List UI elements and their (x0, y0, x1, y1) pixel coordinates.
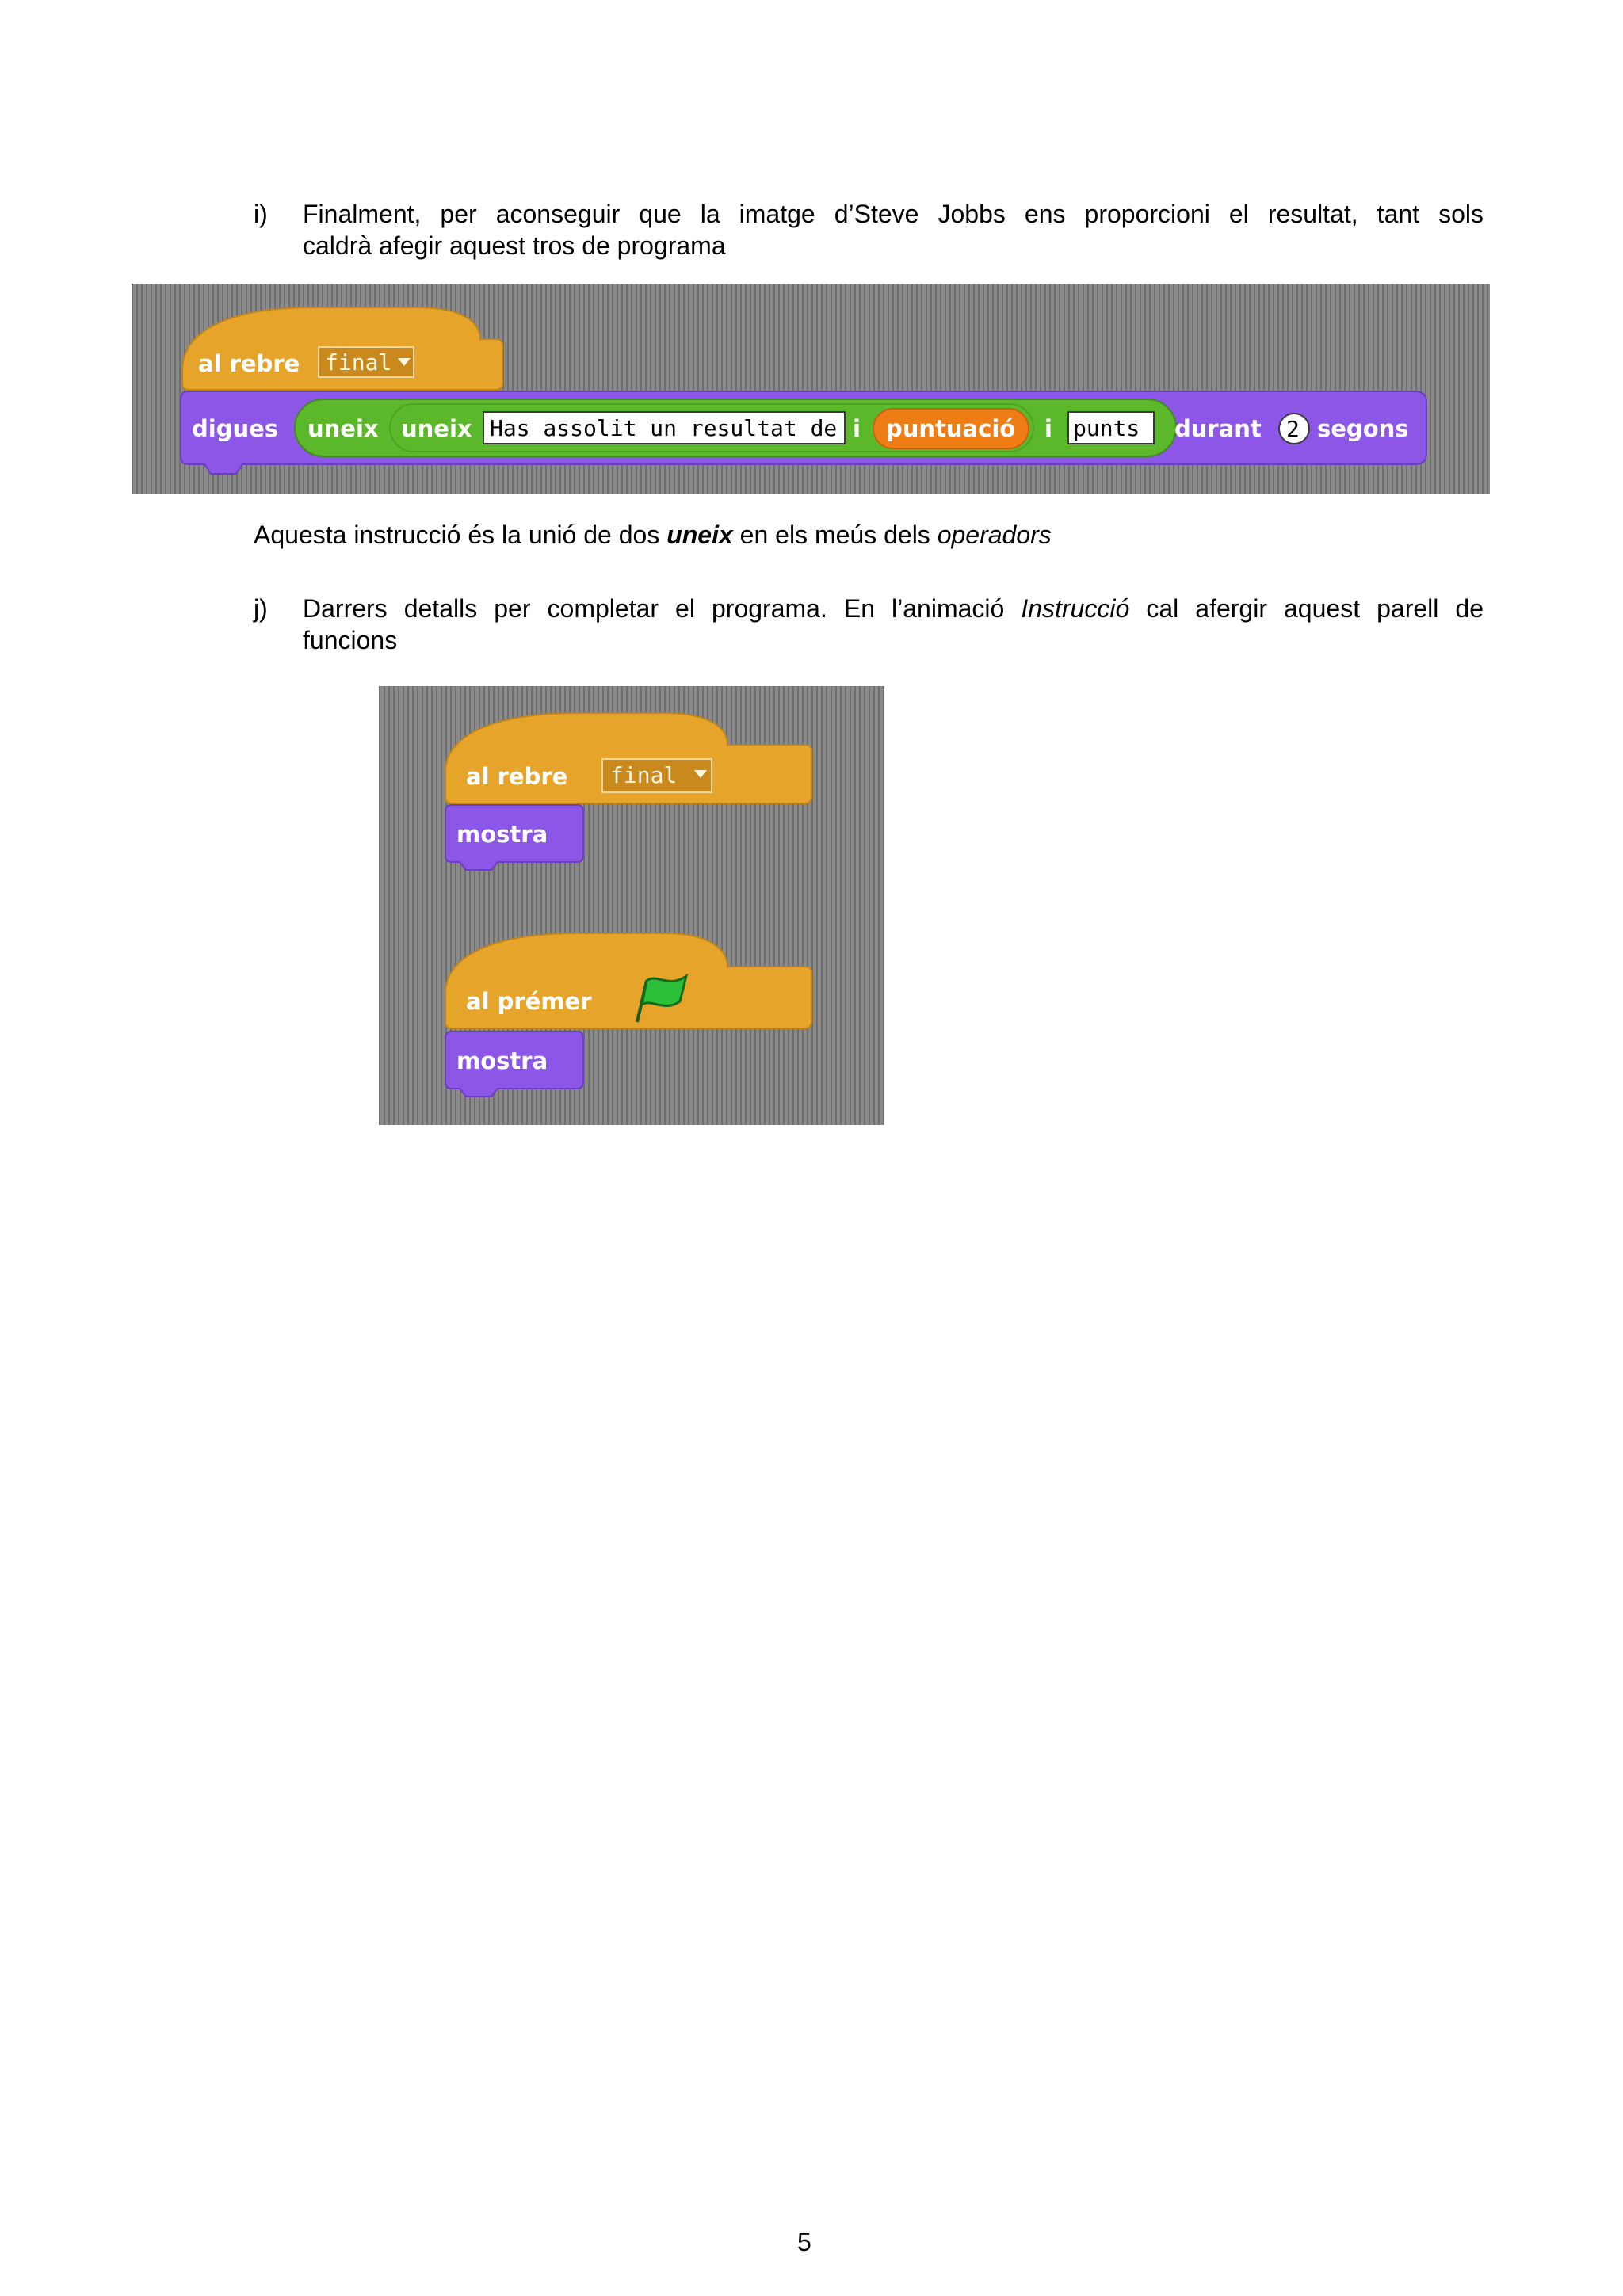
and2-label: i (1044, 415, 1052, 442)
script1-stage (132, 284, 1490, 494)
script2-stage (379, 686, 884, 1125)
seconds-field-value: 2 (1286, 416, 1300, 442)
item-j-text (303, 593, 1484, 656)
script2-svg (379, 686, 884, 1125)
script1-svg (132, 284, 1490, 494)
note-text (254, 519, 1490, 551)
text-field-points-value: punts (1073, 415, 1140, 441)
seconds-label: segons (1317, 415, 1409, 442)
item-i-text (303, 198, 1484, 261)
during-label: durant (1174, 415, 1262, 442)
variable-label: puntuació (886, 415, 1016, 442)
say-label: digues (192, 415, 279, 442)
page-number: 5 (797, 2228, 812, 2256)
item-i-marker: i) (254, 200, 268, 228)
join-inner-label: uneix (401, 415, 472, 442)
and1-label: i (853, 415, 861, 442)
text-field-message-value: Has assolit un resultat de (490, 415, 838, 441)
item-j-line1-after: cal afergir aquest parell de (1129, 594, 1484, 623)
item-i-line1: Finalment, per aconseguir que la imatge d’Steve Jobbs ens proporcioni el resultat, tant sols (303, 200, 1484, 228)
show2-label: mostra (456, 1047, 548, 1074)
note-before: Aquesta instrucció és la unió de dos (254, 521, 667, 549)
join-outer-label: uneix (307, 415, 379, 442)
hat1-label: al rebre (466, 763, 568, 790)
note-middle: en els meús dels (732, 521, 938, 549)
item-j-line2: funcions (303, 626, 398, 654)
hat-label: al rebre (198, 350, 300, 377)
hat2-label: al prémer (466, 988, 592, 1015)
note-bold: uneix (666, 521, 733, 549)
item-i-line2: caldrà afegir aquest tros de programa (303, 231, 726, 260)
show1-label: mostra (456, 821, 548, 848)
hat1-dropdown-value: final (610, 762, 678, 788)
note-italic: operadors (937, 521, 1052, 549)
item-j-line1-italic: Instrucció (1021, 594, 1130, 623)
item-j-line1 (303, 593, 1484, 624)
item-j-marker: j) (254, 594, 268, 623)
hat-dropdown-value: final (325, 349, 392, 376)
item-j-line1-before: Darrers detalls per completar el programa. En l’animació (303, 594, 1022, 623)
